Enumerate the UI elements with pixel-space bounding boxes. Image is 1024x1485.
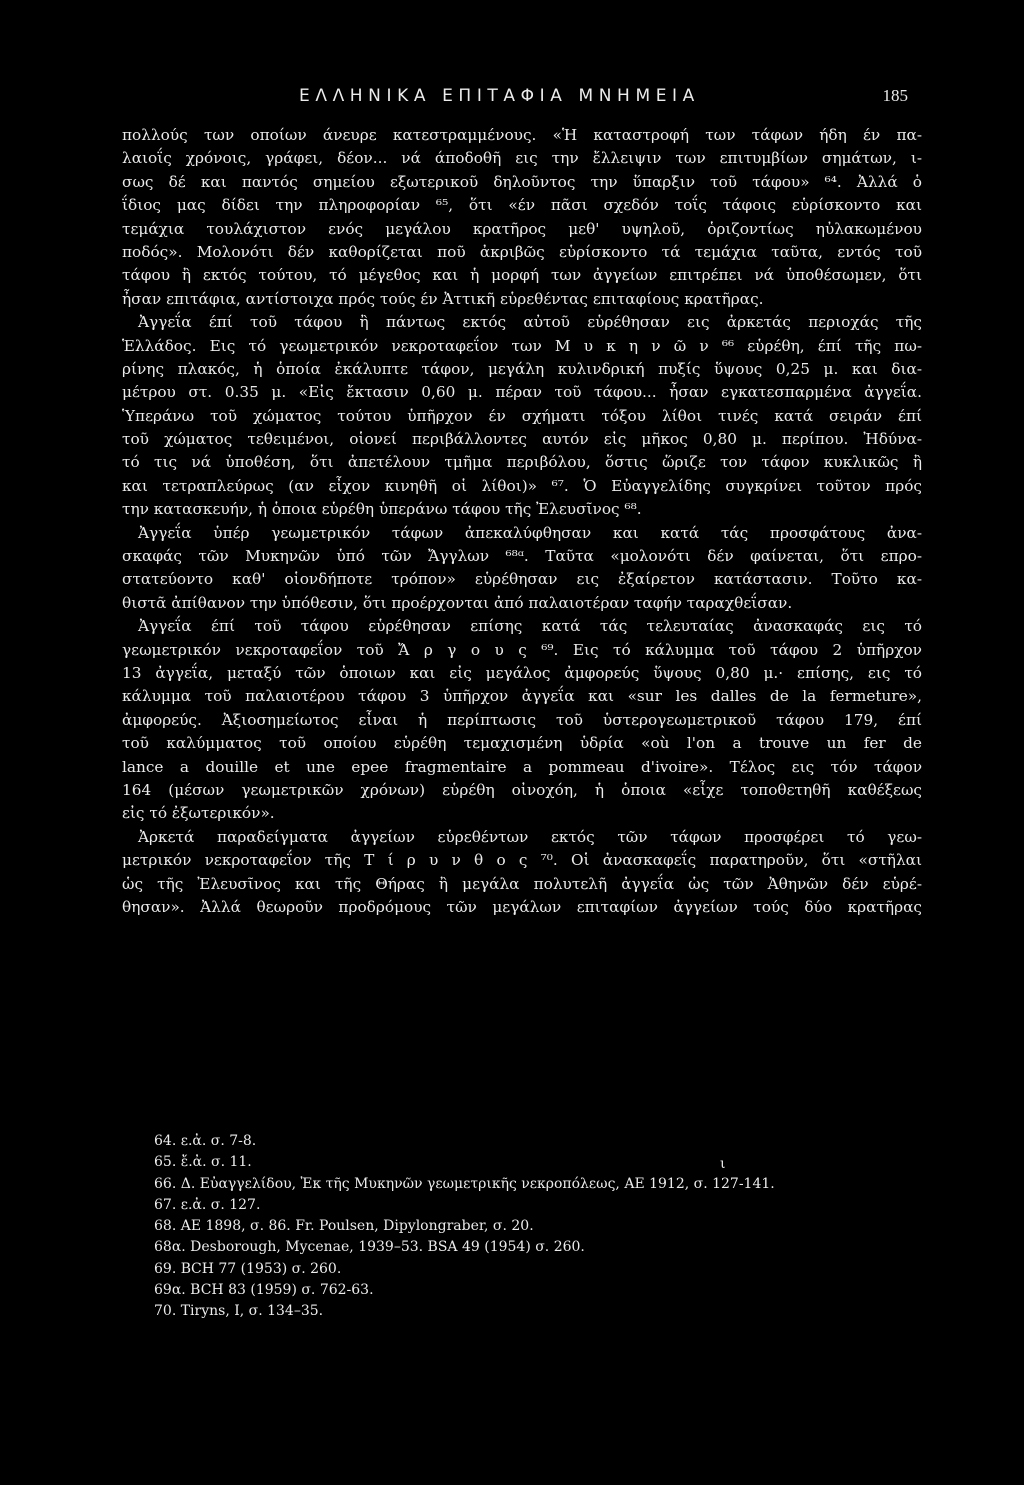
text-line: lance a douille et une epee fragmentaire a pommeau d'ivoire». Τέλος εις τόν τάφον bbox=[122, 757, 922, 776]
text-line: Ἀγγεΐα έπί τοῦ τάφου εὑρέθησαν επίσης κατά τάς τελευταίας ἀνασκαφάς εις τό bbox=[138, 617, 922, 636]
text-line: Ἀρκετά παραδείγματα ἀγγείων εὑρεθέντων εκτός τῶν τάφων προσφέρει τό γεω- bbox=[138, 827, 922, 846]
page-number: 185 bbox=[882, 86, 908, 105]
text-line: λαιοΐς χρόνοις, γράφει, δέον... νά άποδοθῆ εις την ἔλλειψιν των επιτυμβίων σημάτων, ι- bbox=[122, 149, 922, 168]
footnotes bbox=[154, 1131, 874, 1323]
text-line: κάλυμμα τοῦ παλαιοτέρου τάφου 3 ὑπῆρχον ἀγγεΐα και «sur les dalles de la fermeture», bbox=[122, 687, 922, 706]
text-line: εἰς τό ἐξωτερικόν». bbox=[122, 804, 275, 823]
stray-mark: ι bbox=[720, 1156, 726, 1172]
text-line: μέτρου στ. 0.35 μ. «Εἰς ἔκτασιν 0,60 μ. πέραν τοῦ τάφου... ἦσαν εγκατεσπαρμένα ἀγγεΐα. bbox=[122, 383, 922, 402]
footnote: 67. ε.ἀ. σ. 127. bbox=[154, 1196, 261, 1213]
footnote: 68α. Desborough, Mycenae, 1939–53. BSA 49 (1954) σ. 260. bbox=[154, 1239, 585, 1256]
running-title: ΕΛΛΗΝΙΚΑ ΕΠΙΤΑΦΙΑ ΜΝΗΜΕΙΑ bbox=[299, 86, 700, 106]
main-text bbox=[122, 124, 922, 919]
footnote: 68. ΑΕ 1898, σ. 86. Fr. Poulsen, Dipylongraber, σ. 20. bbox=[154, 1218, 534, 1235]
text-line: ΐδιος μας δίδει την πληροφορίαν ⁶⁵, ὅτι «έν πᾶσι σχεδόν τοΐς τάφοις εὑρίσκοντο και bbox=[122, 196, 922, 215]
text-line: σκαφάς τῶν Μυκηνῶν ὑπό τῶν Ἄγγλων ⁶⁸ᵅ. Ταῦτα «μολονότι δέν φαίνεται, ὅτι επρο- bbox=[122, 547, 922, 566]
text-line: ποδός». Μολονότι δέν καθορίζεται ποῦ ἀκριβῶς εὑρίσκοντο τά τεμάχια ταῦτα, εντός τοῦ bbox=[122, 242, 922, 261]
footnote: 66. Δ. Εὐαγγελίδου, Ἐκ τῆς Μυκηνῶν γεωμετρικῆς νεκροπόλεως, ΑΕ 1912, σ. 127-141. bbox=[154, 1175, 775, 1192]
text-line: τοῦ χώματος τεθειμένοι, οἱονεί περιβάλλοντες αυτόν εἰς μῆκος 0,80 μ. περίπου. Ἠδύνα- bbox=[122, 430, 922, 449]
running-header bbox=[210, 86, 910, 114]
text-line: ρίνης πλακός, ἡ ὁποία ἐκάλυπτε τάφον, μεγάλη κυλινδρική πυξίς ὕψους 0,25 μ. και δια- bbox=[122, 359, 922, 378]
text-line: γεωμετρικόν νεκροταφεΐον τοῦ Ἄ ρ γ ο υ ς ⁶⁹. Εις τό κάλυμμα τοῦ τάφου 2 ὑπῆρχον bbox=[122, 640, 922, 659]
text-line: σως δέ και παντός σημείου εξωτερικοῦ δηλοῦντος την ὕπαρξιν τοῦ τάφου» ⁶⁴. Ἀλλά ὁ bbox=[122, 172, 922, 191]
text-line: ἦσαν επιτάφια, αντίστοιχα πρός τούς έν Ἀττικῆ εὑρεθέντας επιταφίους κρατῆρας. bbox=[122, 289, 764, 308]
text-line: ὡς τῆς Ἐλευσῖνος και τῆς Θήρας ἢ μεγάλα πολυτελῆ ἀγγεΐα ὡς τῶν Ἀθηνῶν δέν εὑρέ- bbox=[122, 874, 922, 893]
text-line: πολλούς των οποίων άνευρε κατεστραμμένους. «Ἡ καταστροφή των τάφων ήδη έν πα- bbox=[122, 126, 922, 144]
text-line: τό τις νά ὑποθέση, ὅτι ἀπετέλουν τμῆμα περιβόλου, ὅστις ὥριζε τον τάφον κυκλικῶς ἢ bbox=[122, 453, 922, 472]
footnote: 70. Tiryns, I, σ. 134–35. bbox=[154, 1303, 324, 1320]
footnote: 65. ἔ.ἀ. σ. 11. bbox=[154, 1154, 252, 1171]
footnote: 64. ε.ἀ. σ. 7-8. bbox=[154, 1133, 257, 1149]
text-line: τεμάχια τουλάχιστον ενός μεγάλου κρατῆρος μεθ' υψηλοῦ, ὁριζοντίως ηὐλακωμένου bbox=[122, 219, 922, 238]
text-line: τάφου ἢ εκτός τούτου, τό μέγεθος και ἡ μορφή των ἀγγείων επιτρέπει νά ὑποθέσωμεν, ὅτι bbox=[122, 266, 922, 285]
text-line: 164 (μέσων γεωμετρικῶν χρόνων) εὑρέθη οἰνοχόη, ἡ ὁποια «εἶχε τοποθετηθῆ καθέξεως bbox=[122, 780, 922, 799]
footnote: 69. ΒCH 77 (1953) σ. 260. bbox=[154, 1260, 342, 1277]
text-line: και τετραπλεύρως (αν εἶχον κινηθῆ οἱ λίθοι)» ⁶⁷. Ὁ Εὐαγγελίδης συγκρίνει τοῦτον πρός bbox=[122, 476, 922, 495]
text-line: την κατασκευήν, ἡ ὁποια εὑρέθη ὑπεράνω τάφου τῆς Ἐλευσῖνος ⁶⁸. bbox=[122, 500, 642, 519]
text-line: τοῦ καλύμματος τοῦ οποίου εὑρέθη τεμαχισμένη ὑδρία «où l'on a trouve un fer de bbox=[122, 734, 922, 753]
text-line: Ἀγγεΐα ὑπέρ γεωμετρικόν τάφων ἀπεκαλύφθησαν και κατά τάς προσφάτους ἀνα- bbox=[138, 523, 922, 542]
text-line: μετρικόν νεκροταφεΐον τῆς Τ ί ρ υ ν θ ο ς ⁷⁰. Οἱ ἀνασκαφεΐς παρατηροῦν, ὅτι «στῆλαι bbox=[122, 851, 922, 870]
text-line: Ἑλλάδος. Εις τό γεωμετρικόν νεκροταφεΐον των Μ υ κ η ν ῶ ν ⁶⁶ εὑρέθη, έπί τῆς πω- bbox=[122, 336, 922, 355]
text-line: Ὑπεράνω τοῦ χώματος τούτου ὑπῆρχον έν σχήματι τόξου λίθοι τινές κατά σειράν έπί bbox=[122, 406, 922, 425]
text-line: θησαν». Ἀλλά θεωροῦν προδρόμους τῶν μεγάλων επιταφίων ἀγγείων τούς δύο κρατῆρας bbox=[122, 897, 922, 916]
text-line: 13 ἀγγεΐα, μεταξύ τῶν ὁποιων και εἰς μεγάλος ἀμφορεύς ὕψους 0,80 μ.· επίσης, εις τό bbox=[122, 663, 922, 682]
text-line: θιστᾶ ἀπίθανον την ὑπόθεσιν, ὅτι προέρχονται ἀπό παλαιοτέραν ταφήν ταραχθεΐσαν. bbox=[122, 593, 793, 612]
text-line: Ἀγγεΐα έπί τοῦ τάφου ἢ πάντως εκτός αὐτοῦ εὑρέθησαν εις ἀρκετάς περιοχάς τῆς bbox=[138, 313, 922, 332]
text-line: ἀμφορεύς. Ἀξιοσημείωτος εἶναι ἡ περίπτωσις τοῦ ὑστερογεωμετρικοῦ τάφου 179, έπί bbox=[122, 710, 922, 729]
footnote: 69α. BCH 83 (1959) σ. 762-63. bbox=[154, 1282, 374, 1299]
text-line: στατεύοντο καθ' οἱονδήποτε τρόπον» εὑρέθησαν εις ἐξαίρετον κατάστασιν. Τοῦτο κα- bbox=[122, 570, 922, 589]
